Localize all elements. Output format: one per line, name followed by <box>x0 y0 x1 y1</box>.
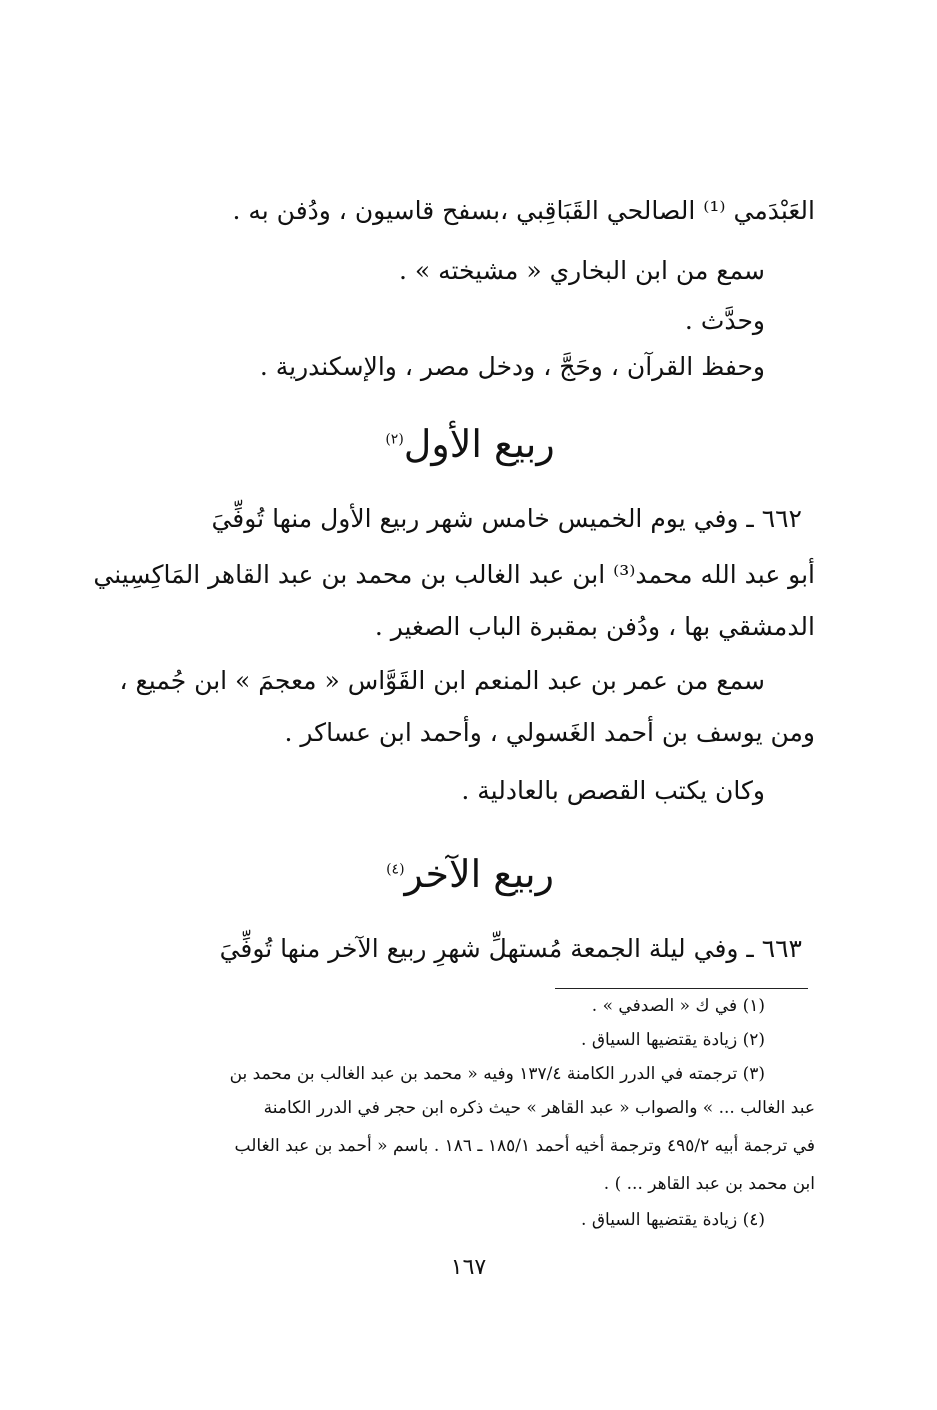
text-line: سمع من ابن البخاري « مشيخته » . <box>398 256 765 285</box>
text-line: وحفظ القرآن ، وحَجَّ ، ودخل مصر ، والإسكندرية . <box>259 352 765 381</box>
footnote-line: (١) في ك « الصدفي » . <box>591 996 765 1016</box>
text-line: العَبْدَمي ⁽¹⁾ الصالحي القَبَاقِبي ،بسفح قاسيون ، ودُفن به . <box>232 196 815 225</box>
entry-line: الدمشقي بها ، ودُفن بمقبرة الباب الصغير . <box>374 612 815 641</box>
footnote-line: ابن محمد بن عبد القاهر ... ) . <box>603 1174 815 1194</box>
section-heading-rabi-al-awwal <box>330 422 610 468</box>
footnote-line: عبد الغالب ... » والصواب « عبد القاهر » حيث ذكره ابن حجر في الدرر الكامنة <box>263 1098 815 1118</box>
footnote-line: (٣) ترجمته في الدرر الكامنة ١٣٧/٤ وفيه « محمد بن عبد الغالب بن محمد بن <box>229 1064 765 1084</box>
entry-line: ٦٦٢ ـ وفي يوم الخميس خامس شهر ربيع الأول منها تُوفِّيَ <box>211 504 802 533</box>
heading-footnote-ref: (٢) <box>385 431 404 448</box>
page-number: ١٦٧ <box>450 1255 487 1280</box>
section-heading-rabi-al-akhir <box>330 852 610 898</box>
heading-text: ربيع الآخر <box>404 852 554 896</box>
entry-line: وكان يكتب القصص بالعادلية . <box>461 776 765 805</box>
entry-line: ومن يوسف بن أحمد الغَسولي ، وأحمد ابن عساكر . <box>284 718 815 747</box>
entry-line: أبو عبد الله محمد⁽³⁾ ابن عبد الغالب بن محمد بن عبد القاهر المَاكِسِيني <box>93 560 815 589</box>
footnote-line: (٢) زيادة يقتضيها السياق . <box>581 1030 765 1050</box>
entry-line: سمع من عمر بن عبد المنعم ابن القَوَّاس « معجمَ » ابن جُميع ، <box>119 666 765 695</box>
footnote-divider <box>555 988 808 989</box>
heading-text: ربيع الأول <box>403 422 555 466</box>
entry-line: ٦٦٣ ـ وفي ليلة الجمعة مُستهلِّ شهرِ ربيع الآخر منها تُوفِّيَ <box>219 934 802 963</box>
footnote-line: في ترجمة أبيه ٤٩٥/٢ وترجمة أخيه أحمد ١٨٥/١ ـ ١٨٦ . باسم « أحمد بن عبد الغالب <box>234 1136 815 1156</box>
footnote-line: (٤) زيادة يقتضيها السياق . <box>581 1210 765 1230</box>
heading-footnote-ref: (٤) <box>386 861 405 878</box>
text-line: وحدَّث . <box>684 306 765 335</box>
